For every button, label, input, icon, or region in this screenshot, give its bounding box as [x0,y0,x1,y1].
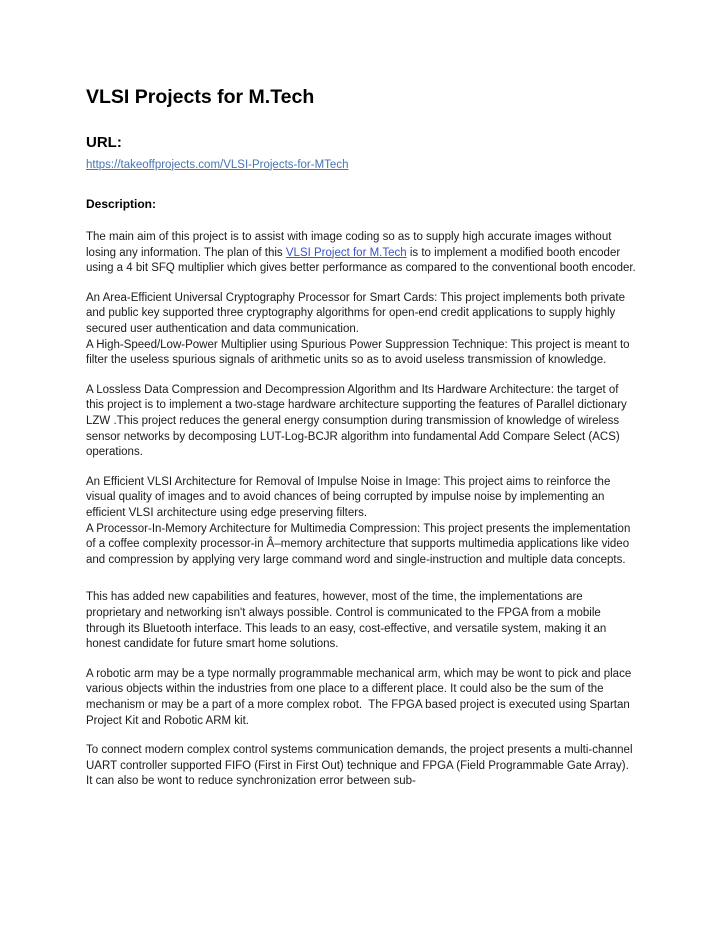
paragraph-uart-controller: To connect modern complex control systems communication demands, the project presents a multi-channel UART controller supported FIFO (First in First Out) technique and FPGA (Field Programmable Gate Array). It can also be wont to reduce synchronization error between sub- [86,744,636,788]
paragraph-cryptography-multiplier [86,291,636,369]
description-label: Description: [86,197,157,212]
url-label: URL: [86,134,122,152]
paragraph-fpga-bluetooth: This has added new capabilities and features, however, most of the time, the implementations are proprietary and networking isn't always possible. Control is communicated to the FPGA from a mobile through its Bluetooth interface. This leads to an easy, cost-effective, and versatile system, making it an honest candidate for future smart home solutions. [86,591,610,651]
paragraph-lossless-compression: A Lossless Data Compression and Decompression Algorithm and Its Hardware Architecture: the target of this project is to implement a two-stage hardware architecture supporting the features of Parallel dictionary LZW .This project reduces the general energy consumption during transmission of knowledge of wireless sensor networks by decomposing LUT-Log-BCJR algorithm into fundamental Add Compare Select (ACS) operations. [86,383,630,459]
paragraph-robotic-arm: A robotic arm may be a type normally programmable mechanical arm, which may be wont to pick and place various objects within the industries from one place to a different place. It could also be the sum of the mechanism or may be a part of a more complex robot. The FPGA based project is executed using Spartan Project Kit and Robotic ARM kit. [86,667,635,727]
paragraph-processor-in-memory: A Processor-In-Memory Architecture for Multimedia Compression: This project presents the implementation of a coffee complexity processor-in Â–memory architecture that supports multimedia applications like video and compression by applying very large command word and single-instruction and multiple data concepts. [86,522,634,566]
paragraph-main-aim-text-before: The main aim of this project is to assist with image coding so as to supply high accurate images without losing any information. The plan of this [86,231,615,259]
page-title: VLSI Projects for M.Tech [86,86,315,108]
vlsi-project-inline-link[interactable]: VLSI Project for M.Tech [285,246,407,259]
paragraph-main-aim-text-after: is to implement a modified booth encoder using a 4 bit SFQ multiplier which gives better performance as compared to the conventional booth encoder. [86,246,636,275]
paragraph-cryptography-processor: An Area-Efficient Universal Cryptography Processor for Smart Cards: This project implements both private and public key supported three cryptography algorithms for open-end credit applications to supply highly secured user authentication and data communication. [86,291,629,336]
paragraph-impulse-noise-pim [86,475,636,569]
paragraph-main-aim [86,230,636,277]
paragraph-high-speed-multiplier: A High-Speed/Low-Power Multiplier using Spurious Power Suppression Technique: This project is meant to filter the useless spurious signals of arithmetic units so as to avoid useless transmission of knowledge. [86,338,633,367]
url-link[interactable]: https://takeoffprojects.com/VLSI-Projects-for-MTech [86,158,349,171]
paragraph-impulse-noise: An Efficient VLSI Architecture for Removal of Impulse Noise in Image: This project aims to reinforce the visual quality of images and to avoid chances of being corrupted by impulse noise by implementing an efficient VLSI architecture using edge preserving filters. [86,475,614,519]
